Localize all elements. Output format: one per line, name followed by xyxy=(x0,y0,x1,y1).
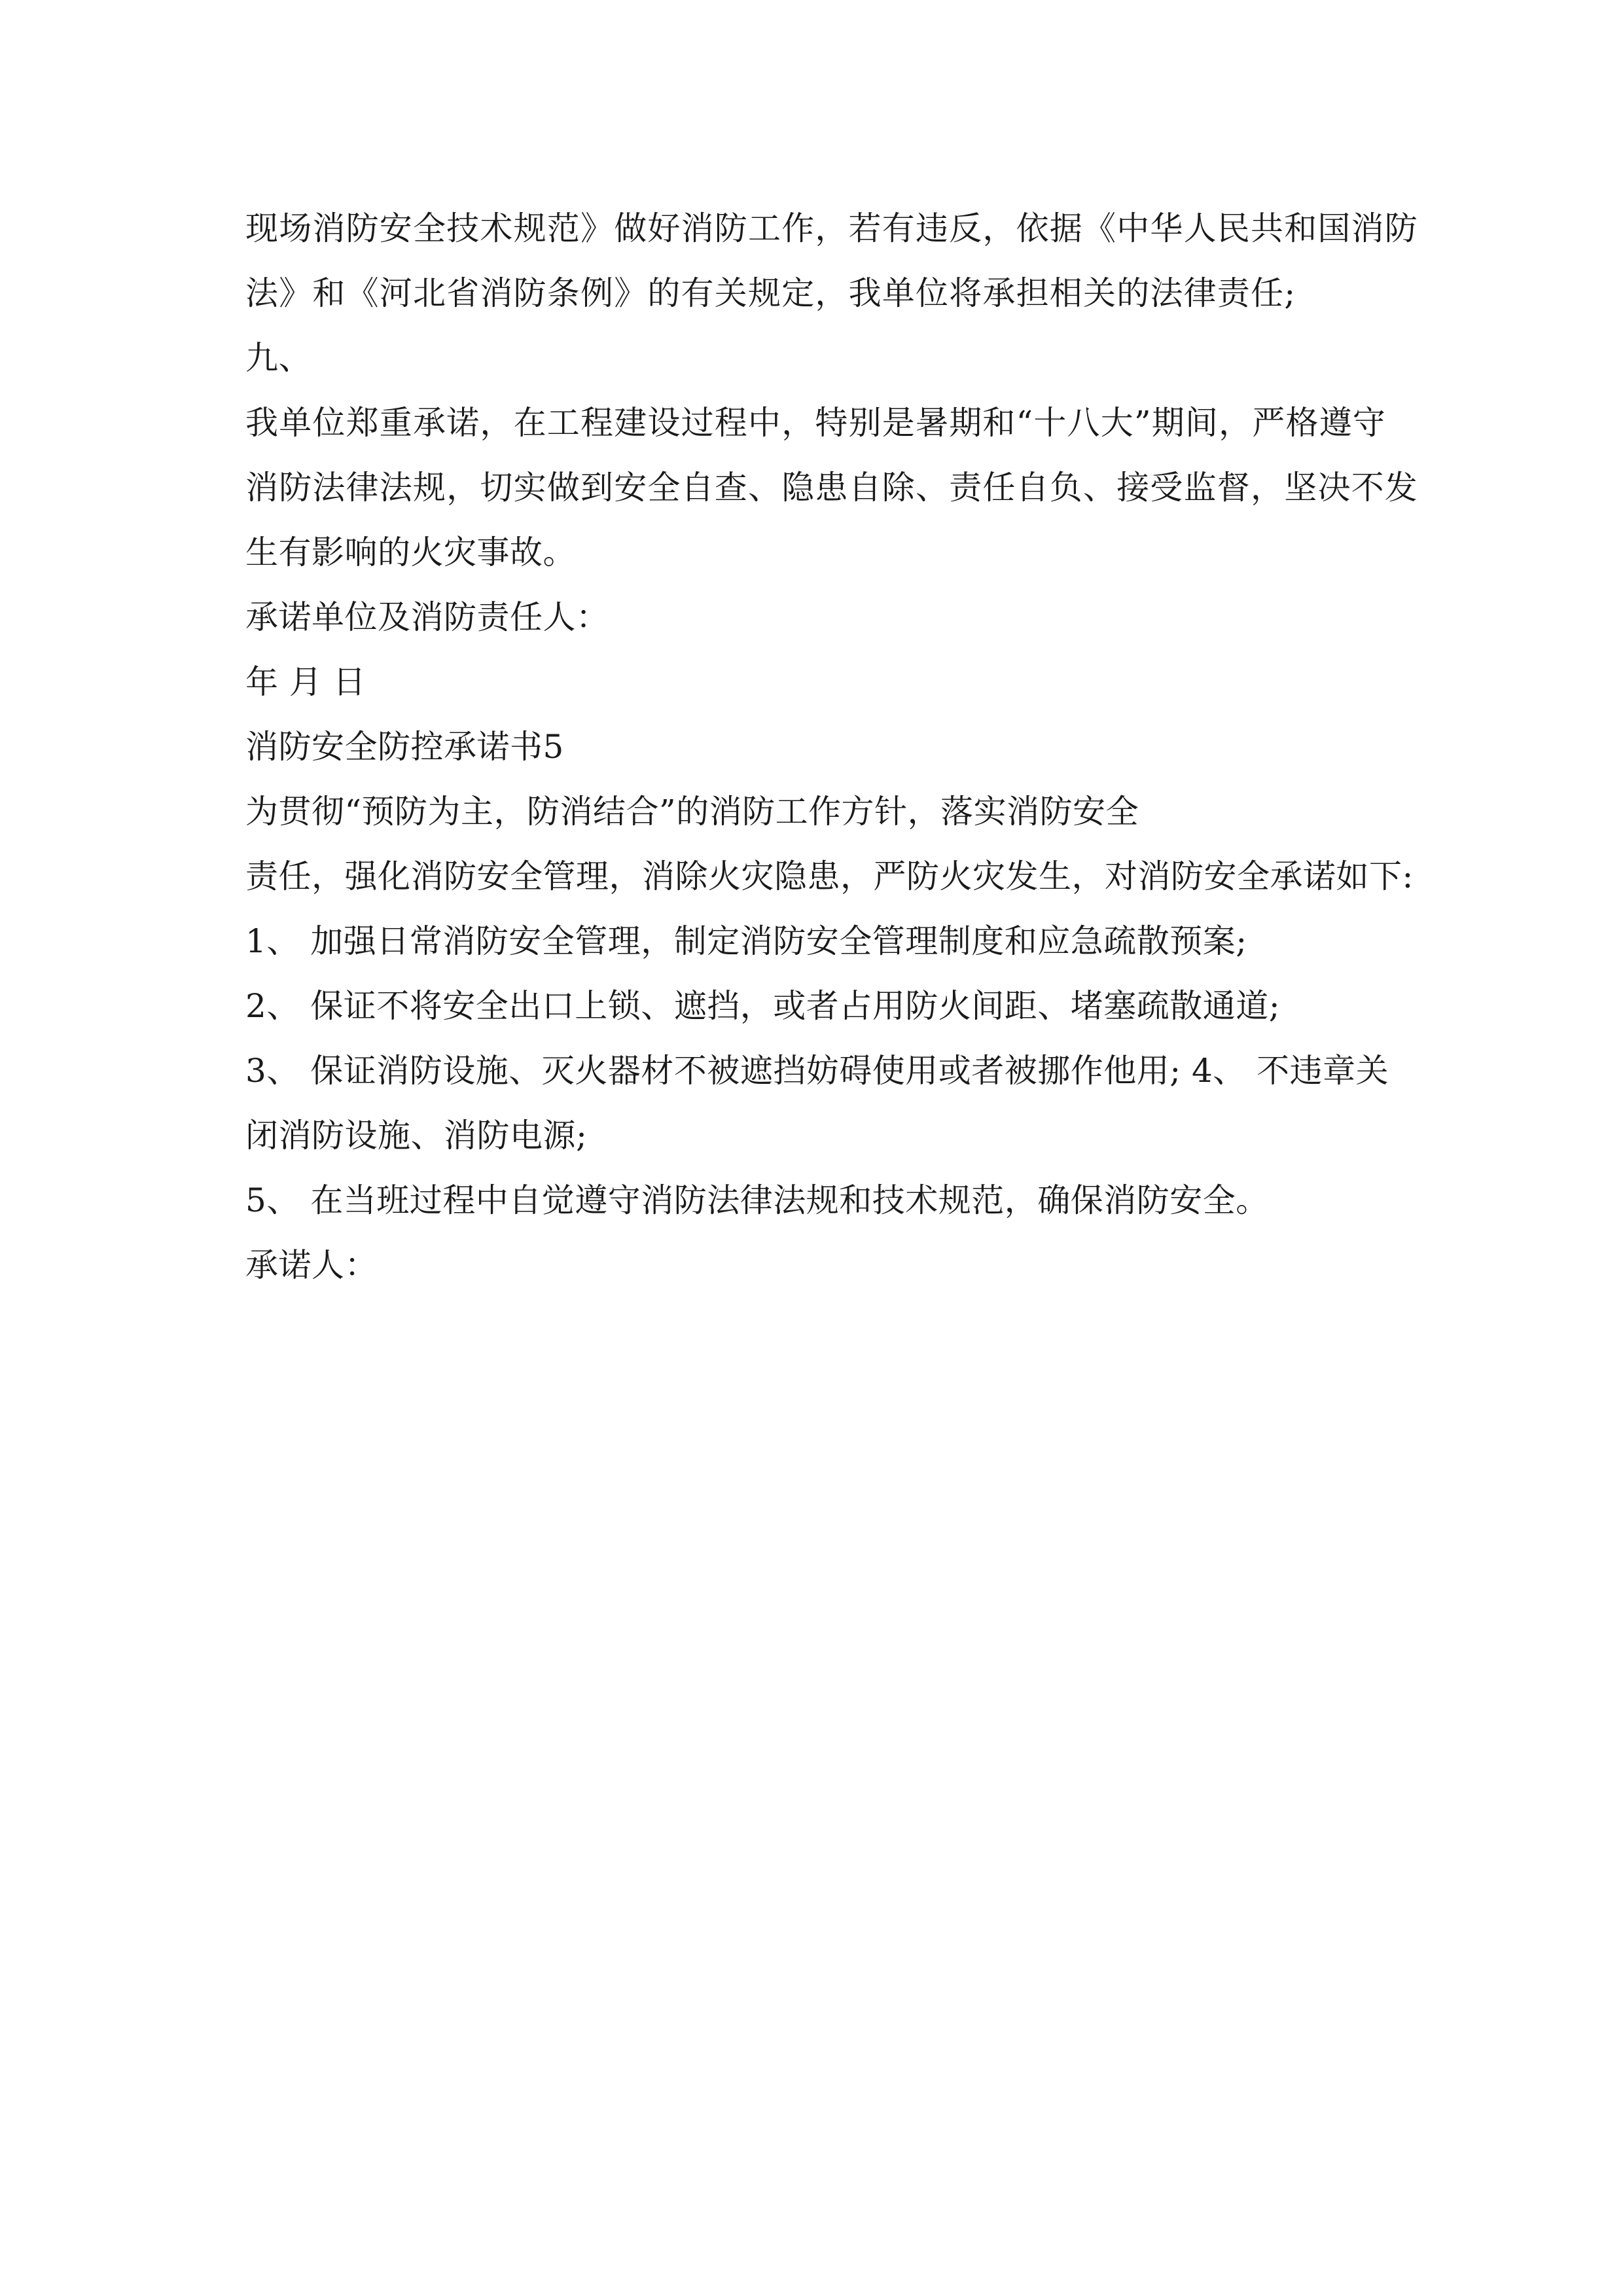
paragraph-line: 现场消防安全技术规范》做好消防工作，若有违反，依据《中华人民共和国消防 xyxy=(245,209,1418,247)
document-body xyxy=(245,196,1418,1298)
paragraph-line: 生有影响的火灾事故。 xyxy=(245,533,576,571)
paragraph-line: 消防法律法规，切实做到安全自查、隐患自除、责任自负、接受监督，坚决不发 xyxy=(245,469,1418,507)
list-item: 1、 加强日常消防安全管理，制定消防安全管理制度和应急疏散预案; xyxy=(245,922,1247,960)
signature-label: 承诺人： xyxy=(245,1246,378,1284)
section-number: 九、 xyxy=(245,339,312,377)
document-title: 消防安全防控承诺书5 xyxy=(245,728,564,766)
list-item: 3、 保证消防设施、灭火器材不被遮挡妨碍使用或者被挪作他用; 4、 不违章关 xyxy=(245,1052,1389,1090)
signature-label: 承诺单位及消防责任人： xyxy=(245,598,609,636)
paragraph-line: 法》和《河北省消防条例》的有关规定，我单位将承担相关的法律责任; xyxy=(245,274,1296,312)
paragraph-line: 责任，强化消防安全管理，消除火灾隐患，严防火灾发生，对消防安全承诺如下: xyxy=(245,857,1414,895)
paragraph-line: 我单位郑重承诺，在工程建设过程中，特别是暑期和“十八大”期间，严格遵守 xyxy=(245,404,1387,442)
date-line: 年 月 日 xyxy=(245,663,366,701)
list-item-continuation: 闭消防设施、消防电源; xyxy=(245,1117,588,1155)
list-item: 2、 保证不将安全出口上锁、遮挡，或者占用防火间距、堵塞疏散通道; xyxy=(245,987,1281,1025)
list-item: 5、 在当班过程中自觉遵守消防法律法规和技术规范，确保消防安全。 xyxy=(245,1181,1269,1219)
paragraph-line: 为贯彻“预防为主，防消结合”的消防工作方针，落实消防安全 xyxy=(245,793,1139,831)
